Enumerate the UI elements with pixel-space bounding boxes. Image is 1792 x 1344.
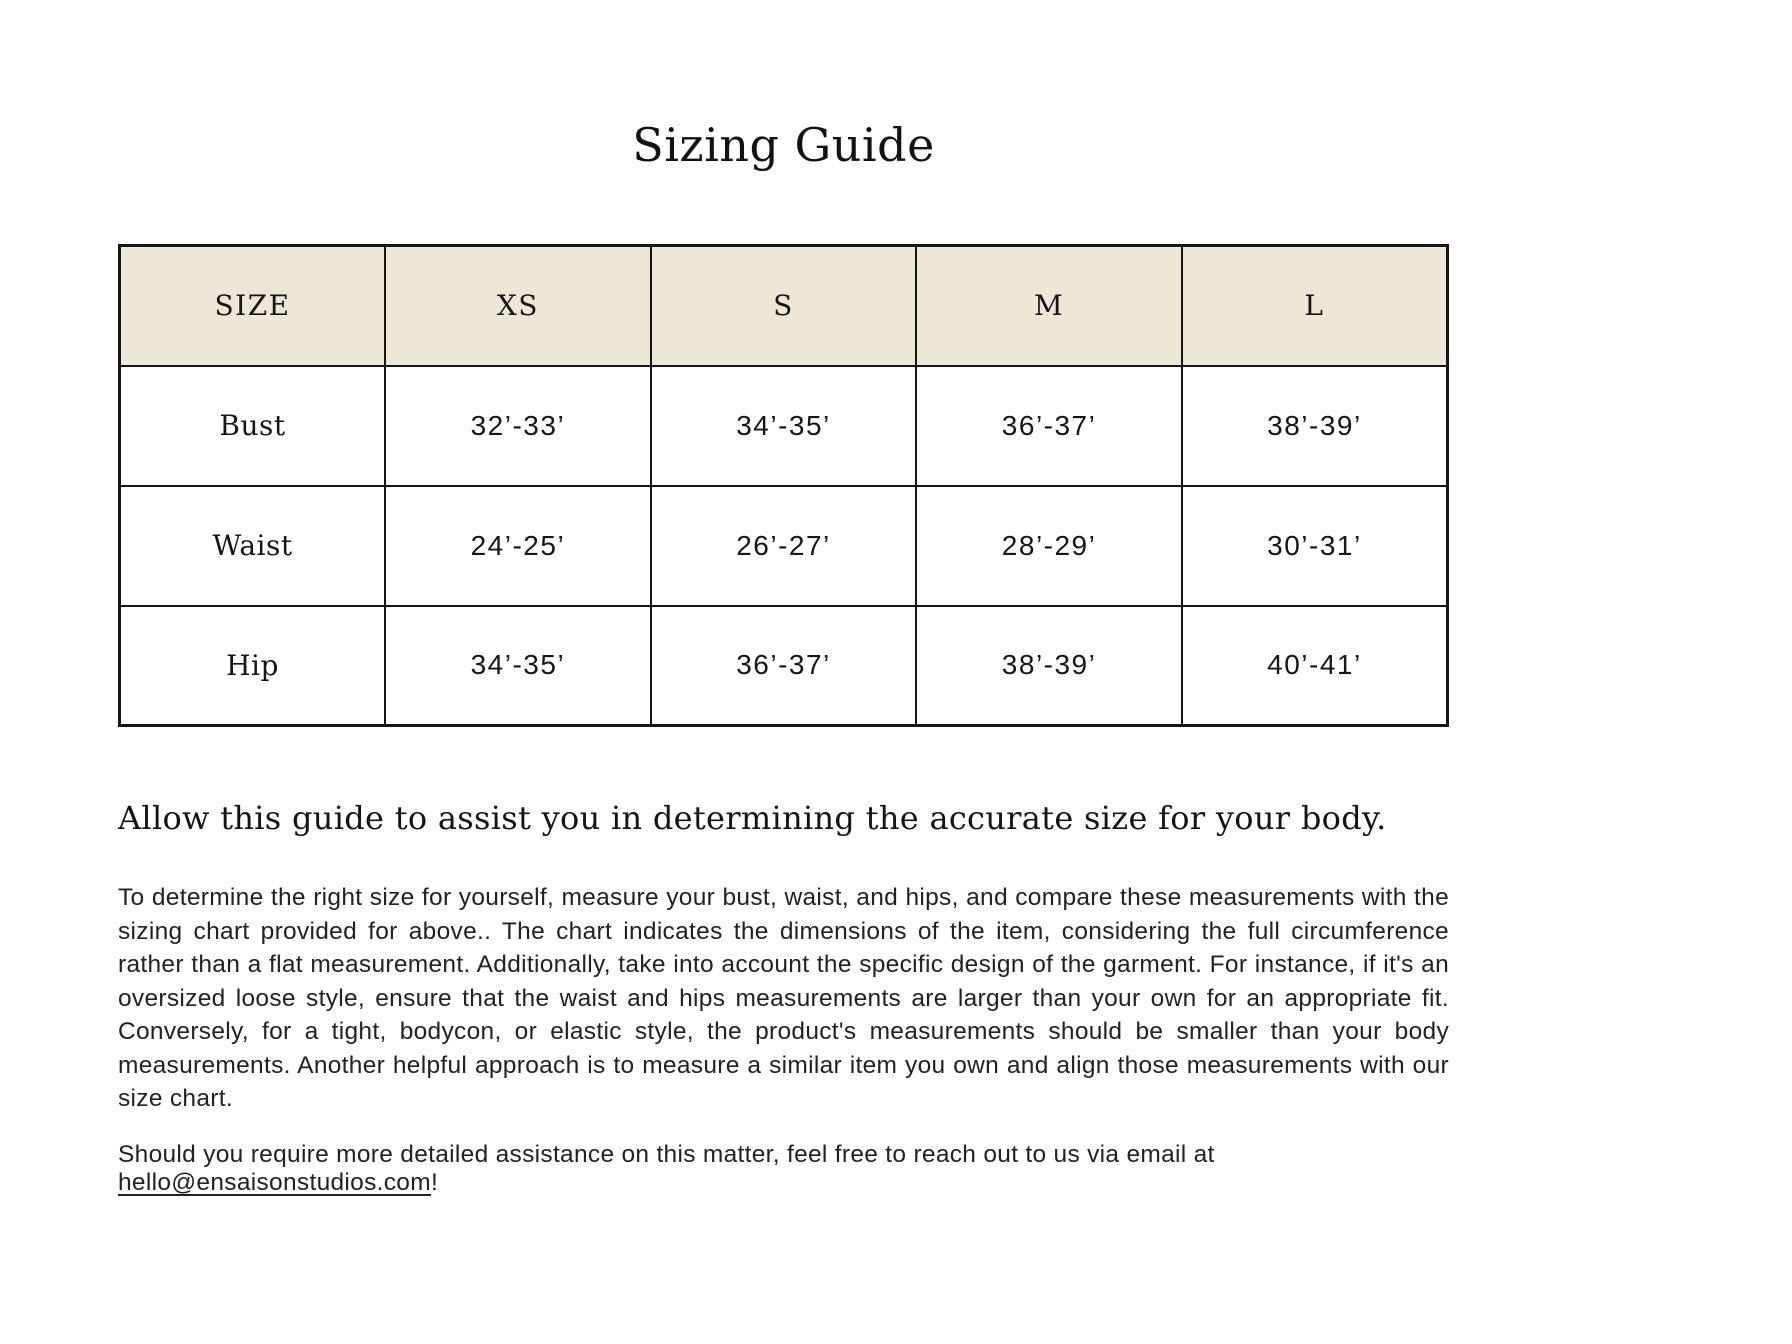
table-row-hip — [120, 606, 1448, 726]
row-label-hip: Hip — [120, 606, 386, 726]
contact-line — [118, 1141, 1449, 1197]
col-header-m: M — [916, 246, 1182, 366]
contact-prefix: Should you require more detailed assistance on this matter, feel free to reach out to us via email at — [118, 1140, 1215, 1168]
cell-bust-xs: 32’-33’ — [385, 366, 651, 486]
table-row-waist — [120, 486, 1448, 606]
cell-waist-xs: 24’-25’ — [385, 486, 651, 606]
col-header-size: SIZE — [120, 246, 386, 366]
sizing-guide-page — [118, 0, 1449, 1197]
body-paragraph: To determine the right size for yourself, measure your bust, waist, and hips, and compare these measurements with the sizing chart provided for above.. The chart indicates the dimensions of the item, considering the full circumference rather than a flat measurement. Additionally, take into account the specific design of the garment. For instance, if it's an oversized loose style, ensure that the waist and hips measurements are larger than your own for an appropriate fit. Conversely, for a tight, bodycon, or elastic style, the product's measurements should be smaller than your body measurements. Another helpful approach is to measure a similar item you own and align those measurements with our size chart. — [118, 884, 1449, 1112]
cell-hip-m: 38’-39’ — [916, 606, 1182, 726]
table-header-row — [120, 246, 1448, 366]
row-label-bust: Bust — [120, 366, 386, 486]
cell-bust-m: 36’-37’ — [916, 366, 1182, 486]
cell-hip-s: 36’-37’ — [651, 606, 917, 726]
cell-bust-s: 34’-35’ — [651, 366, 917, 486]
cell-waist-m: 28’-29’ — [916, 486, 1182, 606]
cell-bust-l: 38’-39’ — [1182, 366, 1448, 486]
table-row-bust — [120, 366, 1448, 486]
cell-waist-s: 26’-27’ — [651, 486, 917, 606]
row-label-waist: Waist — [120, 486, 386, 606]
sizing-table — [118, 244, 1449, 727]
cell-hip-l: 40’-41’ — [1182, 606, 1448, 726]
cell-waist-l: 30’-31’ — [1182, 486, 1448, 606]
page-title: Sizing Guide — [632, 118, 935, 172]
col-header-s: S — [651, 246, 917, 366]
email-link[interactable]: hello@ensaisonstudios.com — [118, 1168, 431, 1196]
col-header-l: L — [1182, 246, 1448, 366]
contact-suffix: ! — [430, 1168, 439, 1196]
col-header-xs: XS — [385, 246, 651, 366]
intro-text: Allow this guide to assist you in determining the accurate size for your body. — [118, 799, 1387, 837]
cell-hip-xs: 34’-35’ — [385, 606, 651, 726]
